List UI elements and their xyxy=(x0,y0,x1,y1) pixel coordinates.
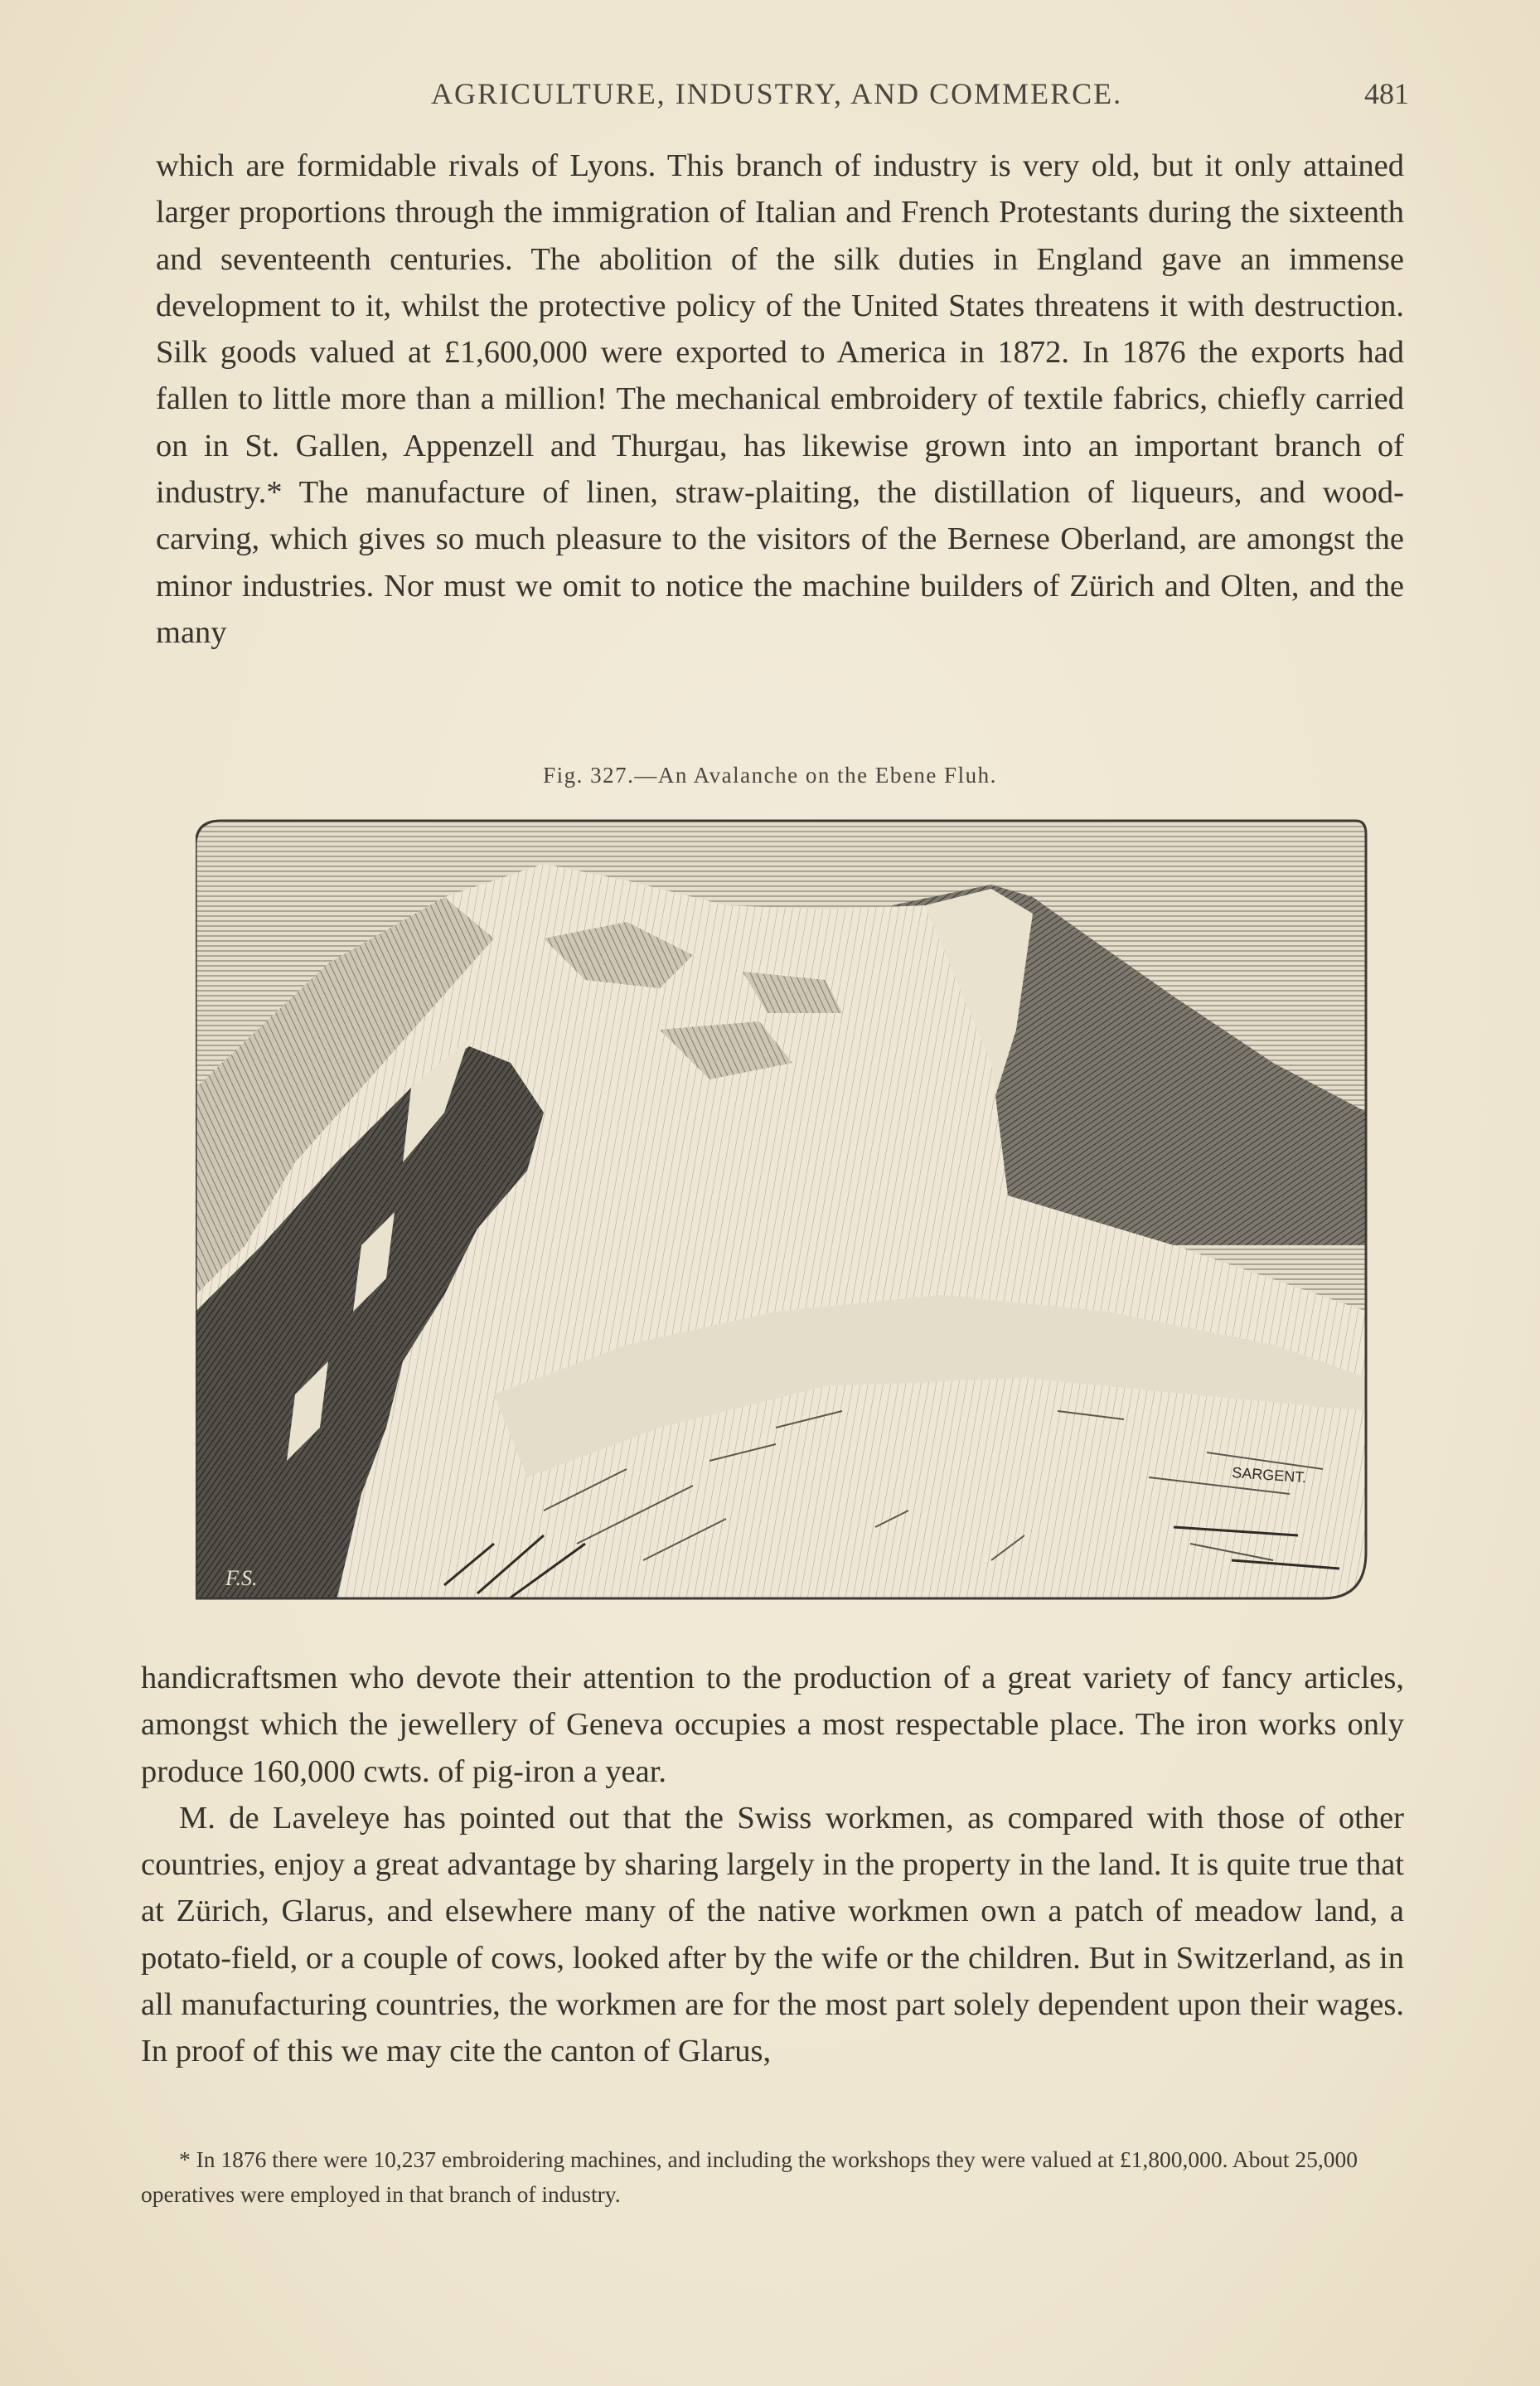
body-text-top xyxy=(156,143,1404,656)
footnote xyxy=(141,2142,1404,2212)
engraver-mark: F.S. xyxy=(225,1566,258,1590)
paragraph: which are formidable rivals of Lyons. This branch of industry is very old, but it only attained larger proportions through the immigration of Italian and French Protestants during the sixteenth and seventeenth centuries. The abolition of the silk duties in England gave an immense development to it, whilst the protective policy of the United States threatens it with destruction. Silk goods valued at £1,600,000 were exported to America in 1872. In 1876 the exports had fallen to little more than a million! The mechanical embroidery of textile fabrics, chiefly carried on in St. Gallen, Appenzell and Thurgau, has likewise grown into an important branch of industry.* The manufacture of linen, straw-plaiting, the distillation of liqueurs, and wood-carving, which gives so much pleasure to the visitors of the Bernese Oberland, are amongst the minor industries. Nor must we omit to notice the machine builders of Zürich and Olten, and the many xyxy=(156,148,1404,650)
figure-caption: Fig. 327.—An Avalanche on the Ebene Fluh. xyxy=(543,763,997,788)
engraving-illustration xyxy=(196,814,1368,1600)
avalanche-engraving xyxy=(196,814,1368,1600)
paragraph: M. de Laveleye has pointed out that the Swiss workmen, as compared with those of other countries, enjoy a great advantage by sharing largely in the property in the land. It is quite true that at Zürich, Glarus, and elsewhere many of the native workmen own a patch of meadow land, a potato-field, or a couple of cows, looked after by the wife or the children. But in Switzerland, as in all manufacturing countries, the workmen are for the most part solely dependent upon their wages. In proof of this we may cite the canton of Glarus, xyxy=(141,1800,1404,2069)
running-title: AGRICULTURE, INDUSTRY, AND COMMERCE. xyxy=(431,77,1123,110)
running-head xyxy=(141,76,1409,118)
footnote-text: * In 1876 there were 10,237 embroidering machines, and including the workshops they were valued at £1,800,000. About 25,000 operatives were employed in that branch of industry. xyxy=(141,2146,1358,2207)
page-number: 481 xyxy=(1364,77,1409,110)
artist-signature: SARGENT. xyxy=(1231,1464,1307,1486)
paragraph: handicraftsmen who devote their attention to the production of a great variety of fancy articles, amongst which the jewellery of Geneva occupies a most respectable place. The iron works only produce 160,000 cwts. of pig-iron a year. xyxy=(141,1661,1404,1789)
body-text-bottom xyxy=(141,1655,1404,2075)
